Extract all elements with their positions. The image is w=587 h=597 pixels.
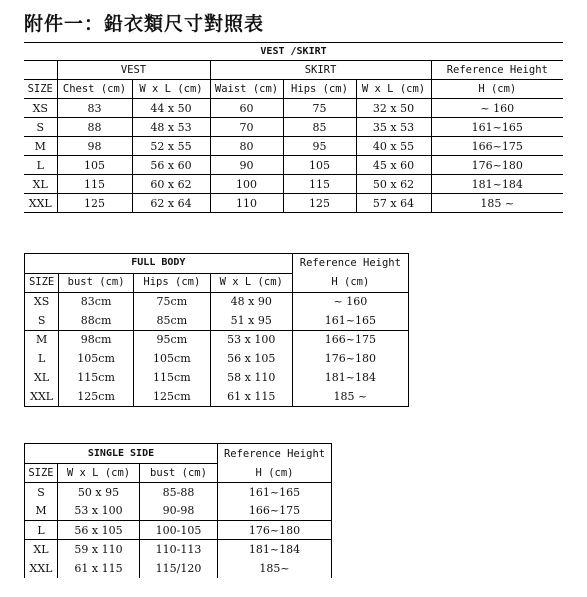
table-cell: 185~ (218, 559, 332, 578)
size-cell: S (24, 118, 57, 137)
vest-skirt-group-title: VEST /SKIRT (24, 43, 563, 61)
table-cell: 75cm (133, 292, 210, 311)
column-header-size: SIZE (25, 273, 59, 292)
table-cell: 88 (57, 118, 132, 137)
column-header-vest-wxl: W x L (cm) (132, 80, 210, 99)
table-row (25, 521, 332, 540)
table-cell: 115 (283, 175, 356, 194)
table-cell: 110 (210, 194, 283, 213)
size-cell: M (25, 502, 58, 521)
column-header-bust: bust (cm) (140, 464, 218, 483)
table-cell: 115/120 (140, 559, 218, 578)
table-cell: 40 x 55 (356, 137, 431, 156)
table-cell: 51 x 95 (210, 311, 292, 330)
table-cell: 62 x 64 (132, 194, 210, 213)
vest-label: VEST (57, 61, 210, 80)
table-cell: 57 x 64 (356, 194, 431, 213)
table-cell: 166~175 (292, 330, 408, 349)
size-cell: XS (24, 99, 57, 118)
table-cell: 161~165 (292, 311, 408, 330)
table-cell: 100-105 (140, 521, 218, 540)
column-header-wxl: W x L (cm) (210, 273, 292, 292)
table-cell: 53 x 100 (58, 502, 140, 521)
full-body-group-title: FULL BODY (25, 254, 293, 273)
column-header-hips: Hips (cm) (133, 273, 210, 292)
table-cell: 44 x 50 (132, 99, 210, 118)
table-cell: ~ 160 (292, 292, 408, 311)
table-row (25, 368, 409, 387)
table-row (25, 311, 409, 330)
column-header-height: H (cm) (218, 464, 332, 483)
table-cell: 61 x 115 (210, 387, 292, 406)
column-header-wxl: W x L (cm) (58, 464, 140, 483)
table-cell: 35 x 53 (356, 118, 431, 137)
table-row (25, 483, 332, 502)
size-cell: XXL (24, 194, 57, 213)
table-cell: 60 x 62 (132, 175, 210, 194)
table-cell: 181~184 (431, 175, 563, 194)
size-cell: XS (25, 292, 59, 311)
table-row (25, 540, 332, 559)
table-cell: 56 x 105 (210, 349, 292, 368)
table-cell: 125 (57, 194, 132, 213)
column-header-hips: Hips (cm) (283, 80, 356, 99)
table-cell: 61 x 115 (58, 559, 140, 578)
table-cell: 50 x 95 (58, 483, 140, 502)
table-cell: 85 (283, 118, 356, 137)
table-cell: 56 x 105 (58, 521, 140, 540)
table-row (24, 194, 563, 213)
table-cell: 45 x 60 (356, 156, 431, 175)
size-cell: L (25, 349, 59, 368)
size-cell: M (25, 330, 59, 349)
page-title: 附件一：鉛衣類尺寸對照表 (24, 13, 265, 35)
table-cell: 166~175 (431, 137, 563, 156)
table-cell: 166~175 (218, 502, 332, 521)
full-body-size-table (24, 253, 409, 407)
size-cell: L (24, 156, 57, 175)
table-cell: 95cm (133, 330, 210, 349)
column-header-skirt-wxl: W x L (cm) (356, 80, 431, 99)
table-cell: 56 x 60 (132, 156, 210, 175)
single-side-size-table (24, 443, 332, 578)
table-cell: 32 x 50 (356, 99, 431, 118)
table-row (24, 99, 563, 118)
column-header-bust: bust (cm) (59, 273, 134, 292)
column-header-chest: Chest (cm) (57, 80, 132, 99)
table-cell: 90 (210, 156, 283, 175)
table-cell: 105 (57, 156, 132, 175)
table-cell: 85-88 (140, 483, 218, 502)
table-row (25, 292, 409, 311)
table-cell: 105cm (133, 349, 210, 368)
size-cell: L (25, 521, 58, 540)
table-cell: 125cm (133, 387, 210, 406)
table-cell: 50 x 62 (356, 175, 431, 194)
table-cell: 83 (57, 99, 132, 118)
column-header-height: H (cm) (431, 80, 563, 99)
table-cell: 90-98 (140, 502, 218, 521)
column-header-size: SIZE (24, 80, 57, 99)
table-cell: 100 (210, 175, 283, 194)
table-row (25, 349, 409, 368)
table-cell: 105cm (59, 349, 134, 368)
size-cell: S (25, 483, 58, 502)
table-cell: 70 (210, 118, 283, 137)
size-cell: XXL (25, 387, 59, 406)
table-cell: 105 (283, 156, 356, 175)
column-header-height: H (cm) (292, 273, 408, 292)
table-row (24, 118, 563, 137)
table-cell: 115cm (133, 368, 210, 387)
table-cell: 58 x 110 (210, 368, 292, 387)
size-cell: XL (24, 175, 57, 194)
table-row (25, 330, 409, 349)
table-cell: 125cm (59, 387, 134, 406)
reference-height-label: Reference Height (292, 254, 408, 274)
table-cell: 75 (283, 99, 356, 118)
table-cell: 80 (210, 137, 283, 156)
table-cell: 185 ~ (431, 194, 563, 213)
table-row (24, 175, 563, 194)
table-row (25, 559, 332, 578)
table-cell: 52 x 55 (132, 137, 210, 156)
table-cell: 98cm (59, 330, 134, 349)
table-cell: 161~165 (431, 118, 563, 137)
table-row (25, 502, 332, 521)
table-row (24, 156, 563, 175)
table-cell: 48 x 53 (132, 118, 210, 137)
table-cell: 88cm (59, 311, 134, 330)
table-cell: 85cm (133, 311, 210, 330)
size-cell: XXL (25, 559, 58, 578)
table-cell: 98 (57, 137, 132, 156)
table-cell: 185 ~ (292, 387, 408, 406)
table-cell: 60 (210, 99, 283, 118)
table-row (24, 137, 563, 156)
vest-skirt-size-table (24, 42, 563, 213)
size-cell: S (25, 311, 59, 330)
reference-height-label: Reference Height (431, 61, 563, 80)
table-cell: 115 (57, 175, 132, 194)
table-cell: 176~180 (431, 156, 563, 175)
table-cell: 176~180 (218, 521, 332, 540)
table-cell: 181~184 (292, 368, 408, 387)
size-cell: M (24, 137, 57, 156)
table-cell: 48 x 90 (210, 292, 292, 311)
table-cell: 176~180 (292, 349, 408, 368)
table-cell: ~ 160 (431, 99, 563, 118)
table-cell: 115cm (59, 368, 134, 387)
column-header-size: SIZE (25, 464, 58, 483)
table-cell: 95 (283, 137, 356, 156)
table-cell: 53 x 100 (210, 330, 292, 349)
table-cell: 110-113 (140, 540, 218, 559)
table-cell: 181~184 (218, 540, 332, 559)
size-cell: XL (25, 368, 59, 387)
table-row (25, 387, 409, 406)
table-cell: 125 (283, 194, 356, 213)
size-cell: XL (25, 540, 58, 559)
reference-height-label: Reference Height (218, 444, 332, 464)
skirt-label: SKIRT (210, 61, 431, 80)
table-cell: 59 x 110 (58, 540, 140, 559)
table-cell: 83cm (59, 292, 134, 311)
column-header-waist: Waist (cm) (210, 80, 283, 99)
single-side-group-title: SINGLE SIDE (25, 444, 218, 464)
table-cell: 161~165 (218, 483, 332, 502)
